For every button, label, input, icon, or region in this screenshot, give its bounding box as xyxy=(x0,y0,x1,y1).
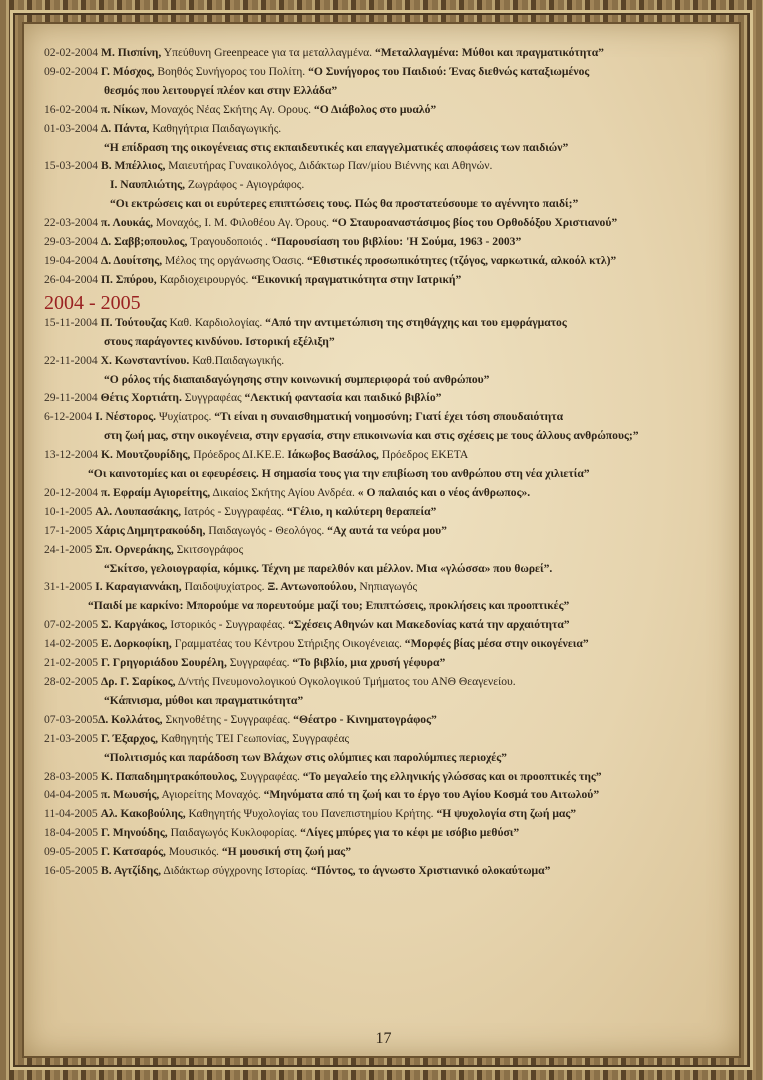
list-item xyxy=(44,635,724,654)
list-item xyxy=(44,465,724,484)
lecture-date: 24-1-2005 xyxy=(44,542,96,556)
lecture-title: “Ο ρόλος τής διαπαιδαγώγησης στην κοινωνική συμπεριφορά τού ανθρώπου” xyxy=(104,372,490,386)
speaker-name: Γ. Κατσαρός, xyxy=(101,845,166,859)
speaker-name: Γ. Έξαρχος, xyxy=(101,731,158,745)
lecture-title: “Οι εκτρώσεις και οι ευρύτερες επιπτώσεις τους. Πώς θα προστατεύσουμε το αγέννητο παιδί;” xyxy=(110,197,579,211)
lecture-title: “Ο Διάβολος στο μυαλό” xyxy=(311,102,437,116)
lecture-title: “Το βιβλίο, μια χρυσή γέφυρα” xyxy=(289,656,446,670)
speaker-name: Αλ. Κακοβούλης, xyxy=(100,807,186,821)
lecture-date: 10-1-2005 xyxy=(44,504,96,518)
lecture-date: 09-05-2005 xyxy=(44,845,101,859)
speaker-role: Συγγραφέας. xyxy=(237,769,300,783)
speaker-role: Σκηνοθέτης - Συγγραφέας. xyxy=(162,712,291,726)
speaker-name: Δρ. Γ. Σαρίκος, xyxy=(101,675,176,688)
speaker-role: Πρόεδρος ΕΚΕΤΑ xyxy=(378,448,469,462)
speaker-role: Μαιευτήρας Γυναικολόγος, Διδάκτωρ Παν/μίου Βιέννης και Αθηνών. xyxy=(165,159,493,173)
list-item xyxy=(44,271,724,290)
lecture-date: 15-11-2004 xyxy=(44,315,101,329)
lecture-title: “Ο Σταυροαναστάσιμος βίος του Ορθοδόξου Χριστιανού” xyxy=(329,216,618,230)
list-item xyxy=(44,233,724,252)
list-item xyxy=(44,503,724,522)
list-item xyxy=(44,560,724,579)
list-item xyxy=(44,44,724,63)
speaker-role: Ιατρός - Συγγραφέας. xyxy=(180,504,285,518)
list-item xyxy=(44,786,724,805)
speaker-name: Χάρις Δημητρακούδη, xyxy=(95,523,206,537)
list-item xyxy=(44,484,724,503)
lecture-date: 18-04-2005 xyxy=(44,826,101,840)
speaker-name: Αλ. Λουπασάκης, xyxy=(95,504,181,518)
speaker-role: Καθηγητής ΤΕΙ Γεωπονίας, Συγγραφέας xyxy=(157,731,350,745)
list-item xyxy=(44,157,724,176)
lecture-title: “Παρουσίαση του βιβλίου: 'Η Σούμα, 1963 - 2003” xyxy=(267,235,522,249)
lecture-list-2004-2005 xyxy=(44,314,724,881)
lecture-title: “Λεκτική φαντασία και παιδικό βιβλίο” xyxy=(241,391,442,405)
lecture-title: “Πολιτισμός και παράδοση των Βλάχων στις ολύμπιες και παρολύμπιες περιοχές” xyxy=(104,750,507,764)
speaker-name: Χ. Κωνσταντίνου. xyxy=(100,353,190,367)
lecture-title: “Από την αντιμετώπιση της στηθάγχης και του εμφράγματος xyxy=(262,315,567,329)
speaker-role: Σκιτσογράφος xyxy=(173,542,244,556)
list-item xyxy=(44,63,724,82)
lecture-title: “Γέλιο, η καλύτερη θεραπεία” xyxy=(284,504,437,518)
list-item xyxy=(44,616,724,635)
speaker-role: Παιδαγωγός - Θεολόγος. xyxy=(205,523,325,537)
speaker-role: Δ/ντής Πνευμονολογικού Ογκολογικού Τμήματος του ΑΝΘ Θεαγενείου. xyxy=(175,675,516,688)
list-item xyxy=(44,408,724,427)
list-item xyxy=(44,730,724,749)
list-item xyxy=(44,427,724,446)
speaker-role: Συγγραφέας xyxy=(181,391,242,405)
lecture-title: “Μεταλλαγμένα: Μύθοι και πραγματικότητα” xyxy=(372,46,604,59)
speaker-name: Γ. Γρηγοριάδου Σουρέλη, xyxy=(101,656,227,670)
speaker-name: Δ. Σαββ;οπουλος, xyxy=(101,235,188,249)
speaker-name: Ι. Καραγιαννάκη, xyxy=(95,580,182,594)
lecture-list xyxy=(44,44,724,881)
list-item xyxy=(44,333,724,352)
list-item xyxy=(44,692,724,711)
speaker-name: Ξ. Αντωνοπούλου, xyxy=(264,580,357,594)
speaker-name: Γ. Μόσχος, xyxy=(101,64,155,78)
speaker-role: Καθηγήτρια Παιδαγωγικής. xyxy=(149,121,282,135)
list-item xyxy=(44,176,724,195)
lecture-title: στους παράγοντες κινδύνου. Ιστορική εξέλιξη” xyxy=(104,334,335,348)
lecture-title: “Πόντος, το άγνωστο Χριστιανικό ολοκαύτωμα” xyxy=(307,864,551,878)
speaker-name: Ιάκωβος Βασάλος, xyxy=(284,448,379,462)
speaker-name: Ι. Νέστορος. xyxy=(95,410,157,424)
lecture-title: “Σχέσεις Αθηνών και Μακεδονίας κατά την αρχαιότητα” xyxy=(285,618,570,632)
list-item xyxy=(44,371,724,390)
speaker-name: Σπ. Ορνεράκης, xyxy=(95,542,174,556)
list-item xyxy=(44,389,724,408)
lecture-date: 07-02-2005 xyxy=(44,618,101,632)
speaker-role: Παιδοψυχίατρος. xyxy=(181,580,265,594)
lecture-date: 21-02-2005 xyxy=(44,656,101,670)
lecture-title: “Κάπνισμα, μύθοι και πραγματικότητα” xyxy=(104,693,304,707)
speaker-role: Ψυχίατρος. xyxy=(156,410,212,424)
list-item xyxy=(44,446,724,465)
speaker-role: Πρόεδρος ΔΙ.ΚΕ.Ε. xyxy=(190,448,285,462)
lecture-list-2003-2004 xyxy=(44,44,724,290)
lecture-date: 15-03-2004 xyxy=(44,159,101,173)
lecture-date: 04-04-2005 xyxy=(44,788,101,802)
lecture-title: “Παιδί με καρκίνο: Μπορούμε να πορευτούμε μαζί του; Επιπτώσεις, προκλήσεις και προοπτικές” xyxy=(88,599,570,613)
lecture-title: « Ο παλαιός και ο νέος άνθρωπος». xyxy=(354,485,531,499)
speaker-name: Ε. Δορκοφίκη, xyxy=(101,637,172,651)
speaker-name: Κ. Παπαδημητρακόπουλος, xyxy=(101,769,238,783)
speaker-role: Μοναχός, Ι. Μ. Φιλοθέου Αγ. Όρους. xyxy=(153,216,330,230)
lecture-date: 29-11-2004 xyxy=(44,391,101,405)
lecture-title: “Εθιστικές προσωπικότητες (τζόγος, ναρκωτικά, αλκοόλ κτλ)” xyxy=(304,253,617,267)
lecture-title: “Ο Συνήγορος του Παιδιού: Ένας διεθνώς καταξιωμένος xyxy=(305,64,590,78)
speaker-name: π. Νίκων, xyxy=(101,102,148,116)
lecture-date: 17-1-2005 xyxy=(44,523,96,537)
lecture-title: θεσμός που λειτουργεί πλέον και στην Ελλάδα” xyxy=(104,83,338,97)
document-page xyxy=(22,22,741,1058)
list-item xyxy=(44,101,724,120)
lecture-title: “Μηνύματα από τη ζωή και το έργο του Αγίου Κοσμά του Αιτωλού” xyxy=(260,788,600,802)
list-item xyxy=(44,824,724,843)
speaker-name: Β. Μπέλλιος, xyxy=(101,159,166,173)
lecture-title: “Η επίδραση της οικογένειας στις εκπαιδευτικές και επαγγελματικές αποφάσεις των παιδιών” xyxy=(104,140,569,154)
lecture-title: “Τι είναι η συναισθηματική νοημοσύνη; Γιατί έχει τόση σπουδαιότητα xyxy=(211,410,564,424)
lecture-title: στη ζωή μας, στην οικογένεια, στην εργασία, στην επικοινωνία και στις σχέσεις με τους άλλους ανθρώπους;” xyxy=(104,429,639,443)
list-item xyxy=(44,654,724,673)
lecture-date: 31-1-2005 xyxy=(44,580,96,594)
lecture-title: “Θέατρο - Κινηματογράφος” xyxy=(290,712,437,726)
list-item xyxy=(44,120,724,139)
lecture-title: “Εικονική πραγματικότητα στην Ιατρική” xyxy=(248,272,462,286)
lecture-date: 19-04-2004 xyxy=(44,253,101,267)
lecture-title: “Λίγες μπύρες για το κέφι με ισόβιο μεθύσι” xyxy=(297,826,520,840)
speaker-role: Βοηθός Συνήγορος του Πολίτη. xyxy=(154,64,306,78)
speaker-name: π. Λουκάς, xyxy=(101,216,153,230)
speaker-name: π. Μωυσής, xyxy=(101,788,160,802)
speaker-name: Ι. Ναυπλιώτης, xyxy=(110,178,186,192)
lecture-date: 20-12-2004 xyxy=(44,485,101,499)
lecture-date: 6-12-2004 xyxy=(44,410,96,424)
list-item xyxy=(44,541,724,560)
speaker-role: Καρδιοχειρουργός. xyxy=(156,272,249,286)
speaker-role: Καθ.Παιδαγωγικής. xyxy=(189,353,285,367)
lecture-date: 02-02-2004 xyxy=(44,46,101,59)
speaker-name: Κ. Μουτζουρίδης, xyxy=(101,448,191,462)
page-number: 17 xyxy=(375,1030,392,1047)
speaker-name: Π. Τούτουζας xyxy=(100,315,167,329)
list-item xyxy=(44,843,724,862)
speaker-role: Μοναχός Νέας Σκήτης Αγ. Ορους. xyxy=(147,102,311,116)
lecture-date: 26-04-2004 xyxy=(44,272,101,286)
lecture-title: “Οι καινοτομίες και οι εφευρέσεις. Η σημασία τους για την επιβίωση του ανθρώπου στη νέα χιλιετία” xyxy=(88,467,590,481)
speaker-name: Δ. Πάντα, xyxy=(101,121,150,135)
lecture-date: 13-12-2004 xyxy=(44,448,101,462)
speaker-role: Δικαίος Σκήτης Αγίου Ανδρέα. xyxy=(210,485,355,499)
lecture-title: “Αχ αυτά τα νεύρα μου” xyxy=(324,523,447,537)
speaker-role: Γραμματέας του Κέντρου Στήριξης Οικογένειας. xyxy=(171,637,402,651)
lecture-date: 29-03-2004 xyxy=(44,235,101,249)
lecture-title: “Σκίτσο, γελοιογραφία, κόμικς. Τέχνη με παρελθόν και μέλλον. Μια «γλώσσα» που θωρεί”. xyxy=(104,561,553,575)
list-item xyxy=(44,862,724,881)
list-item xyxy=(44,749,724,768)
lecture-title: “Μορφές βίας μέσα στην οικογένεια” xyxy=(401,637,589,651)
speaker-name: Γ. Μηνούδης, xyxy=(101,826,168,840)
list-item xyxy=(44,522,724,541)
list-item xyxy=(44,139,724,158)
lecture-date: 22-11-2004 xyxy=(44,353,101,367)
speaker-name: π. Εφραίμ Αγιορείτης, xyxy=(101,485,211,499)
speaker-name: Δ. Δουίτσης, xyxy=(101,253,163,267)
speaker-role: Τραγουδοποιός . xyxy=(187,235,268,249)
list-item xyxy=(44,597,724,616)
lecture-date: 09-02-2004 xyxy=(44,64,101,78)
lecture-title: “Η μουσική στη ζωή μας” xyxy=(218,845,351,859)
lecture-title: “Το μεγαλείο της ελληνικής γλώσσας και οι προοπτικές της” xyxy=(299,769,602,783)
lecture-date: 01-03-2004 xyxy=(44,121,101,135)
speaker-role: Καθηγητής Ψυχολογίας του Πανεπιστημίου Κρήτης. xyxy=(185,807,434,821)
list-item xyxy=(44,711,724,730)
speaker-name: Μ. Πισπίνη, xyxy=(101,46,162,59)
lecture-date: 07-03-2005 xyxy=(44,712,99,726)
list-item xyxy=(44,805,724,824)
lecture-title: “Η ψυχολογία στη ζωή μας” xyxy=(433,807,577,821)
list-item xyxy=(44,768,724,787)
list-item xyxy=(44,252,724,271)
speaker-name: Π. Σπύρου, xyxy=(101,272,157,286)
list-item xyxy=(44,673,724,692)
speaker-role: Υπεύθυνη Greenpeace για τα μεταλλαγμένα. xyxy=(161,46,373,59)
list-item xyxy=(44,82,724,101)
speaker-role: Νηπιαγωγός xyxy=(356,580,418,594)
lecture-date: 21-03-2005 xyxy=(44,731,101,745)
lecture-date: 11-04-2005 xyxy=(44,807,101,821)
lecture-date: 28-02-2005 xyxy=(44,675,101,688)
speaker-role: Αγιορείτης Μοναχός. xyxy=(159,788,261,802)
speaker-role: Ιστορικός - Συγγραφέας. xyxy=(167,618,286,632)
speaker-role: Παιδαγωγός Κυκλοφορίας. xyxy=(167,826,298,840)
list-item xyxy=(44,352,724,371)
list-item xyxy=(44,214,724,233)
speaker-role: Ζωγράφος - Αγιογράφος. xyxy=(185,178,305,192)
section-heading: 2004 - 2005 xyxy=(44,291,141,314)
speaker-name: Θέτις Χορτιάτη. xyxy=(100,391,182,405)
lecture-date: 16-05-2005 xyxy=(44,864,101,878)
speaker-name: Δ. Κολλάτος, xyxy=(98,712,163,726)
speaker-role: Καθ. Καρδιολογίας. xyxy=(166,315,263,329)
speaker-role: Συγγραφέας. xyxy=(226,656,290,670)
list-item xyxy=(44,578,724,597)
lecture-date: 14-02-2005 xyxy=(44,637,101,651)
lecture-date: 22-03-2004 xyxy=(44,216,101,230)
list-item xyxy=(44,195,724,214)
list-item xyxy=(44,314,724,333)
speaker-name: Β. Αγτζίδης, xyxy=(101,864,162,878)
speaker-name: Σ. Καργάκος, xyxy=(101,618,168,632)
speaker-role: Μέλος της οργάνωσης Όασις. xyxy=(162,253,305,267)
speaker-role: Διδάκτωρ σύγχρονης Ιστορίας. xyxy=(161,864,308,878)
lecture-date: 16-02-2004 xyxy=(44,102,101,116)
lecture-date: 28-03-2005 xyxy=(44,769,101,783)
speaker-role: Μουσικός. xyxy=(165,845,219,859)
